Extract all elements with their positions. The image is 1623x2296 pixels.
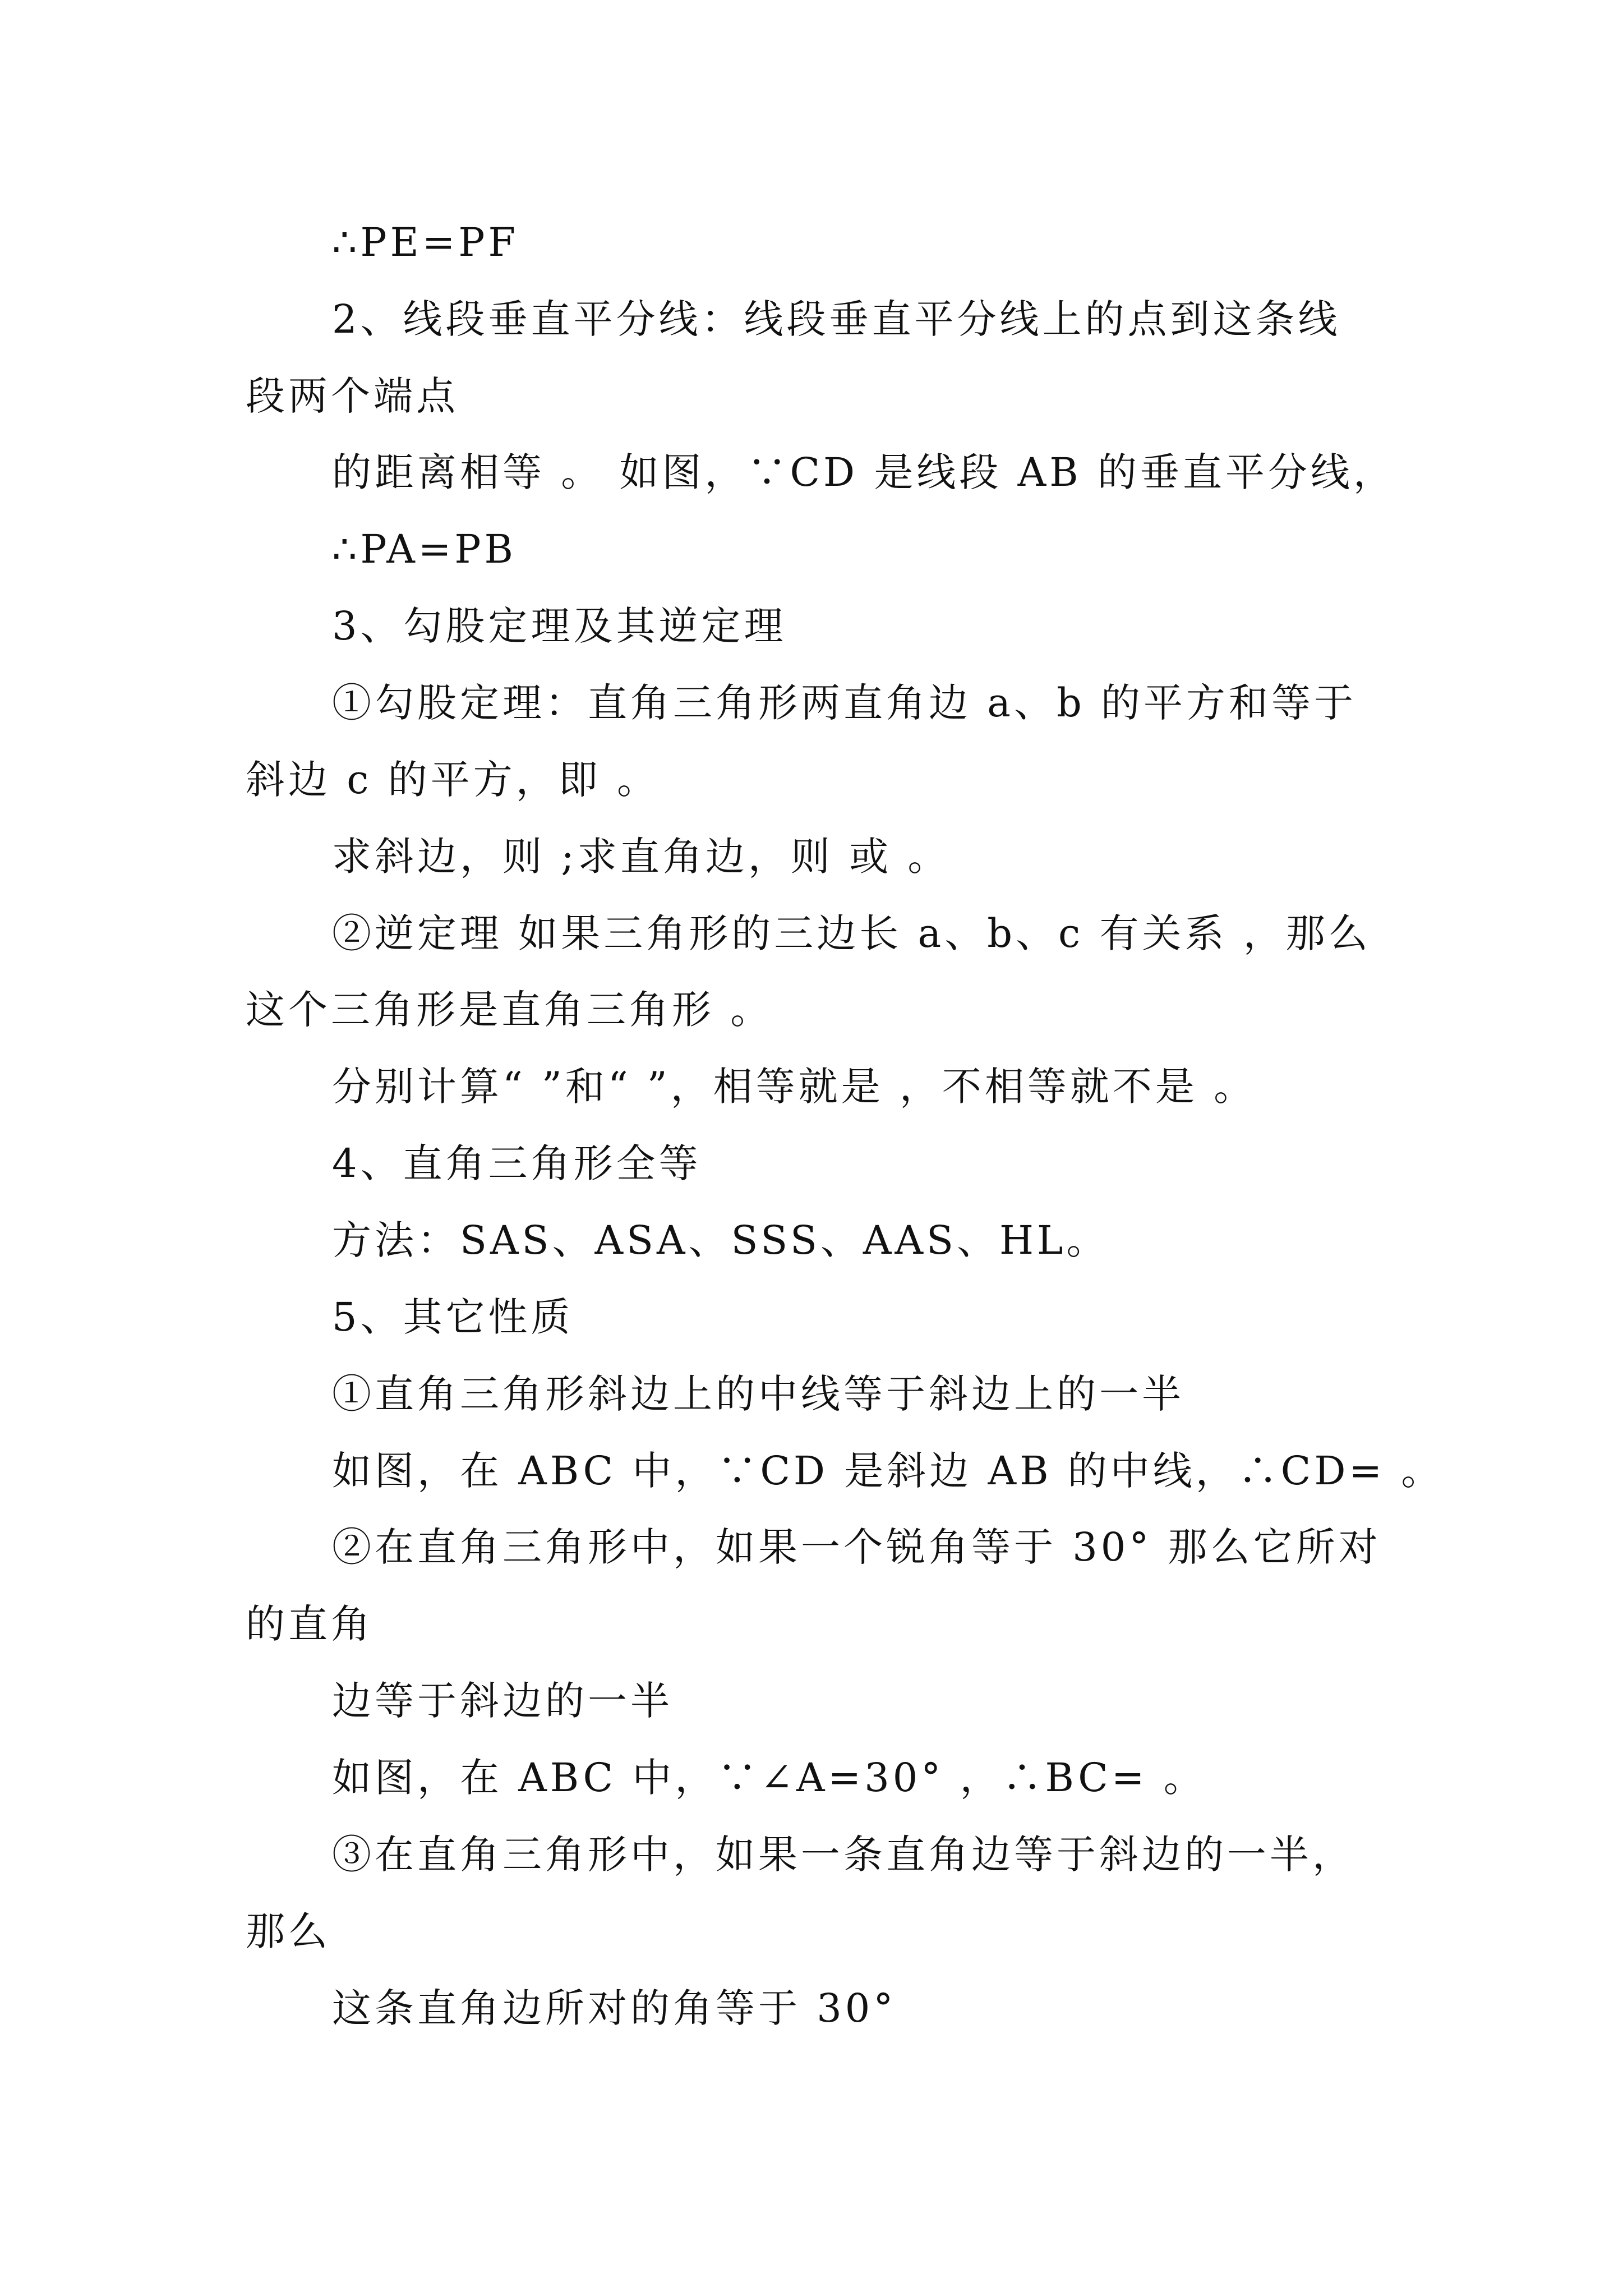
text-line-median-property: ①直角三角形斜边上的中线等于斜边上的一半 (332, 1371, 1184, 1417)
text-line-converse-theorem: ②逆定理 如果三角形的三边长 a、b、c 有关系 ，那么 (332, 910, 1371, 956)
text-line-segment-endpoints: 段两个端点 (246, 373, 459, 419)
text-line-30-degree-example: 如图，在 ABC 中，∵∠A=30° ，∴BC= 。 (332, 1755, 1206, 1801)
text-line-other-properties: 5、其它性质 (332, 1294, 574, 1340)
text-line-perpendicular-bisector: 2、线段垂直平分线：线段垂直平分线上的点到这条线 (332, 296, 1341, 342)
text-line-hypotenuse-square: 斜边 c 的平方，即 。 (246, 757, 660, 803)
text-line-congruence-heading: 4、直角三角形全等 (332, 1140, 702, 1186)
text-line-equal-distance: 的距离相等 。 如图，∵CD 是线段 AB 的垂直平分线， (332, 449, 1396, 495)
text-line-then: 那么 (246, 1908, 331, 1954)
text-line-pe-pf: ∴PE=PF (332, 219, 519, 265)
text-line-compute-separately: 分别计算“ ”和“ ”，相等就是 ，不相等就不是 。 (332, 1064, 1257, 1110)
text-line-pythagoras-heading: 3、勾股定理及其逆定理 (332, 603, 787, 649)
text-line-congruence-methods: 方法：SAS、ASA、SSS、AAS、HL。 (332, 1217, 1109, 1263)
text-line-right-angle-side: 的直角 (246, 1601, 374, 1647)
text-line-pythagoras-theorem: ①勾股定理：直角三角形两直角边 a、b 的平方和等于 (332, 680, 1357, 726)
text-line-median-example: 如图，在 ABC 中，∵CD 是斜边 AB 的中线，∴CD= 。 (332, 1448, 1444, 1494)
text-line-pa-pb: ∴PA=PB (332, 526, 517, 572)
text-line-30-degree-property: ②在直角三角形中，如果一个锐角等于 30° 那么它所对 (332, 1524, 1381, 1570)
text-line-half-hypotenuse: 边等于斜边的一半 (332, 1678, 673, 1724)
text-line-converse-30-degree: ③在直角三角形中，如果一条直角边等于斜边的一半， (332, 1832, 1355, 1878)
text-line-opposite-angle-30: 这条直角边所对的角等于 30° (332, 1985, 897, 2031)
text-line-find-sides: 求斜边，则 ;求直角边，则 或 。 (332, 834, 951, 880)
text-line-right-triangle: 这个三角形是直角三角形 。 (246, 987, 773, 1033)
